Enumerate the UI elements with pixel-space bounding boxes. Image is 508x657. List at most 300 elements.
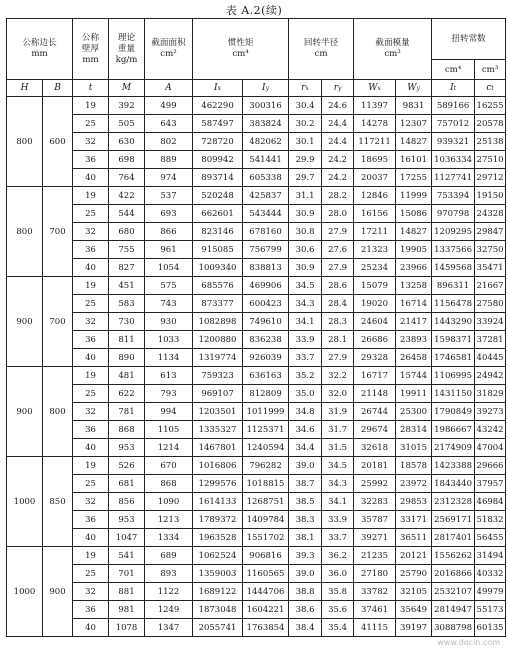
table-cell: 685576 [193, 277, 243, 295]
table-cell: 33782 [354, 583, 396, 601]
table-cell: 24328 [475, 205, 506, 223]
table-cell: 1963528 [193, 529, 243, 547]
table-cell: 670 [145, 457, 193, 475]
table-cell: 17211 [354, 223, 396, 241]
side-b-cell: 600 [43, 97, 73, 187]
table-cell: 40 [73, 529, 109, 547]
table-cell: 1106995 [432, 367, 475, 385]
symbol-cell: Ix [193, 80, 243, 97]
table-cell: 23972 [396, 475, 432, 493]
side-b-cell: 900 [43, 547, 73, 637]
table-cell: 14827 [396, 133, 432, 151]
table-cell: 36511 [396, 529, 432, 547]
table-cell: 29666 [475, 457, 506, 475]
table-cell: 40 [73, 439, 109, 457]
table-cell: 15744 [396, 367, 432, 385]
table-cell: 14827 [396, 223, 432, 241]
table-cell: 543444 [243, 205, 289, 223]
table-cell: 31.5 [322, 439, 354, 457]
table-cell: 856 [109, 493, 145, 511]
table-cell: 34.1 [322, 493, 354, 511]
table-cell: 605338 [243, 169, 289, 187]
table-cell: 47004 [475, 439, 506, 457]
table-cell: 19 [73, 457, 109, 475]
table-cell: 2174909 [432, 439, 475, 457]
table-cell: 36.2 [322, 547, 354, 565]
table-cell: 678160 [243, 223, 289, 241]
table-cell: 39271 [354, 529, 396, 547]
table-cell: 16101 [396, 151, 432, 169]
table-cell: 728720 [193, 133, 243, 151]
table-row [7, 259, 506, 277]
table-cell: 9831 [396, 97, 432, 115]
table-cell: 49979 [475, 583, 506, 601]
table-cell: 38.5 [289, 493, 322, 511]
table-cell: 25790 [396, 565, 432, 583]
table-cell: 34.6 [289, 421, 322, 439]
table-cell: 37957 [475, 475, 506, 493]
watermark: www.docin.com [437, 638, 500, 647]
table-row [7, 367, 506, 385]
table-row [7, 475, 506, 493]
table-cell: 26744 [354, 403, 396, 421]
table-cell: 32 [73, 133, 109, 151]
table-cell: 24.4 [322, 133, 354, 151]
table-cell: 1746581 [432, 349, 475, 367]
header-torsion: 扭转常数 [432, 19, 506, 60]
side-h-cell: 800 [7, 187, 43, 277]
table-cell: 915085 [193, 241, 243, 259]
table-row [7, 439, 506, 457]
table-cell: 1873048 [193, 601, 243, 619]
table-cell: 19150 [475, 187, 506, 205]
table-cell: 526 [109, 457, 145, 475]
table-cell: 24.2 [322, 151, 354, 169]
table-cell: 1160565 [243, 565, 289, 583]
table-cell: 1009340 [193, 259, 243, 277]
table-cell: 21148 [354, 385, 396, 403]
table-cell: 16156 [354, 205, 396, 223]
table-cell: 24604 [354, 313, 396, 331]
table-row [7, 331, 506, 349]
table-cell: 482062 [243, 133, 289, 151]
table-cell: 1319774 [193, 349, 243, 367]
table-cell: 19 [73, 277, 109, 295]
table-cell: 1125371 [243, 421, 289, 439]
table-cell: 1062524 [193, 547, 243, 565]
table-cell: 1036334 [432, 151, 475, 169]
table-cell: 28.3 [322, 313, 354, 331]
table-cell: 868 [109, 421, 145, 439]
table-row [7, 277, 506, 295]
symbol-cell: M [109, 80, 145, 97]
table-row [7, 241, 506, 259]
table-cell: 759323 [193, 367, 243, 385]
table-cell: 383824 [243, 115, 289, 133]
table-row [7, 547, 506, 565]
table-cell: 20578 [475, 115, 506, 133]
table-cell: 25 [73, 385, 109, 403]
table-cell: 1156478 [432, 295, 475, 313]
table-cell: 1090 [145, 493, 193, 511]
table-cell: 31.7 [322, 421, 354, 439]
table-cell: 392 [109, 97, 145, 115]
table-cell: 1423388 [432, 457, 475, 475]
table-cell: 802 [145, 133, 193, 151]
table-cell: 969107 [193, 385, 243, 403]
table-cell: 30.9 [289, 205, 322, 223]
table-row [7, 97, 506, 115]
table-cell: 39197 [396, 619, 432, 637]
table-cell: 1214 [145, 439, 193, 457]
table-cell: 893 [145, 565, 193, 583]
table-cell: 1689122 [193, 583, 243, 601]
table-cell: 32 [73, 223, 109, 241]
table-cell: 31.9 [322, 403, 354, 421]
table-cell: 18578 [396, 457, 432, 475]
table-row [7, 313, 506, 331]
table-cell: 36.0 [322, 565, 354, 583]
table-cell: 630 [109, 133, 145, 151]
table-cell: 1337566 [432, 241, 475, 259]
table-cell: 19020 [354, 295, 396, 313]
table-cell: 1790849 [432, 403, 475, 421]
symbol-cell: ct [475, 80, 506, 97]
table-cell: 31015 [396, 439, 432, 457]
table-cell: 499 [145, 97, 193, 115]
table-cell: 18695 [354, 151, 396, 169]
table-cell: 939321 [432, 133, 475, 151]
table-row [7, 493, 506, 511]
table-cell: 1347 [145, 619, 193, 637]
table-cell: 30.1 [289, 133, 322, 151]
table-cell: 12846 [354, 187, 396, 205]
table-row [7, 187, 506, 205]
table-cell: 300316 [243, 97, 289, 115]
table-cell: 16717 [354, 367, 396, 385]
table-cell: 25 [73, 565, 109, 583]
table-cell: 520248 [193, 187, 243, 205]
table-cell: 32105 [396, 583, 432, 601]
table-cell: 32 [73, 403, 109, 421]
table-cell: 764 [109, 169, 145, 187]
table-cell: 19905 [396, 241, 432, 259]
table-cell: 1443290 [432, 313, 475, 331]
table-cell: 13258 [396, 277, 432, 295]
table-cell: 37461 [354, 601, 396, 619]
table-cell: 25 [73, 295, 109, 313]
table-cell: 1127741 [432, 169, 475, 187]
table-cell: 1409784 [243, 511, 289, 529]
table-cell: 35649 [396, 601, 432, 619]
table-cell: 35.2 [289, 367, 322, 385]
table-cell: 575 [145, 277, 193, 295]
table-cell: 29674 [354, 421, 396, 439]
table-cell: 32 [73, 493, 109, 511]
table-cell: 30.6 [289, 241, 322, 259]
table-cell: 40 [73, 619, 109, 637]
header-inertia: 惯性矩 cm⁴ [193, 19, 289, 80]
table-cell: 31494 [475, 547, 506, 565]
table-cell: 17255 [396, 169, 432, 187]
table-cell: 35.6 [322, 601, 354, 619]
table-cell: 866 [145, 223, 193, 241]
table-cell: 33924 [475, 313, 506, 331]
table-cell: 600423 [243, 295, 289, 313]
table-cell: 1556262 [432, 547, 475, 565]
table-cell: 55173 [475, 601, 506, 619]
table-cell: 889 [145, 151, 193, 169]
table-cell: 544 [109, 205, 145, 223]
table-cell: 35.0 [289, 385, 322, 403]
table-cell: 27180 [354, 565, 396, 583]
table-cell: 1018815 [243, 475, 289, 493]
table-cell: 1122 [145, 583, 193, 601]
table-cell: 425837 [243, 187, 289, 205]
table-cell: 24.2 [322, 169, 354, 187]
table-cell: 27.9 [322, 349, 354, 367]
table-cell: 43242 [475, 421, 506, 439]
symbol-cell: Wy [396, 80, 432, 97]
header-modulus: 截面模量 cm³ [354, 19, 432, 80]
table-cell: 1082898 [193, 313, 243, 331]
table-cell: 1598371 [432, 331, 475, 349]
table-cell: 40 [73, 349, 109, 367]
side-b-cell: 700 [43, 277, 73, 367]
table-cell: 1335327 [193, 421, 243, 439]
table-cell: 11397 [354, 97, 396, 115]
table-cell: 15086 [396, 205, 432, 223]
table-cell: 19 [73, 97, 109, 115]
header-weight: 理论 重量 kg/m [109, 19, 145, 80]
table-cell: 27.9 [322, 223, 354, 241]
table-cell: 613 [145, 367, 193, 385]
table-cell: 32 [73, 313, 109, 331]
header-area: 截面面积 cm² [145, 19, 193, 80]
table-cell: 462290 [193, 97, 243, 115]
header-torsion-unit-ct: cm³ [475, 60, 506, 80]
table-cell: 38.4 [289, 619, 322, 637]
table-cell: 827 [109, 259, 145, 277]
table-cell: 24942 [475, 367, 506, 385]
table-cell: 662601 [193, 205, 243, 223]
table-cell: 34.4 [289, 439, 322, 457]
table-cell: 1459568 [432, 259, 475, 277]
side-b-cell: 700 [43, 187, 73, 277]
symbol-cell: rx [289, 80, 322, 97]
table-row [7, 421, 506, 439]
table-cell: 29328 [354, 349, 396, 367]
table-cell: 961 [145, 241, 193, 259]
table-row [7, 151, 506, 169]
table-cell: 25992 [354, 475, 396, 493]
table-cell: 974 [145, 169, 193, 187]
table-cell: 36 [73, 601, 109, 619]
table-row [7, 619, 506, 637]
table-row [7, 349, 506, 367]
table-cell: 622 [109, 385, 145, 403]
table-cell: 36 [73, 151, 109, 169]
table-cell: 31829 [475, 385, 506, 403]
table-row [7, 601, 506, 619]
table-cell: 823146 [193, 223, 243, 241]
table-cell: 33171 [396, 511, 432, 529]
table-cell: 1431150 [432, 385, 475, 403]
table-cell: 21417 [396, 313, 432, 331]
table-cell: 33.9 [289, 331, 322, 349]
table-cell: 30.8 [289, 223, 322, 241]
table-cell: 23893 [396, 331, 432, 349]
table-cell: 953 [109, 439, 145, 457]
table-cell: 2055741 [193, 619, 243, 637]
table-cell: 38.7 [289, 475, 322, 493]
table-cell: 1299576 [193, 475, 243, 493]
table-cell: 32283 [354, 493, 396, 511]
table-cell: 541 [109, 547, 145, 565]
table-cell: 469906 [243, 277, 289, 295]
table-cell: 35.8 [322, 583, 354, 601]
table-cell: 27.9 [322, 259, 354, 277]
table-cell: 756799 [243, 241, 289, 259]
table-cell: 481 [109, 367, 145, 385]
table-cell: 34.8 [289, 403, 322, 421]
table-cell: 33.7 [322, 529, 354, 547]
table-cell: 34.1 [289, 313, 322, 331]
header-side-length: 公称边长 mm [7, 19, 73, 80]
table-cell: 451 [109, 277, 145, 295]
table-cell: 541441 [243, 151, 289, 169]
table-cell: 1551702 [243, 529, 289, 547]
table-cell: 796282 [243, 457, 289, 475]
table-cell: 1209295 [432, 223, 475, 241]
table-row [7, 529, 506, 547]
table-cell: 881 [109, 583, 145, 601]
table-cell: 33.9 [322, 511, 354, 529]
symbol-cell: ry [322, 80, 354, 97]
table-cell: 505 [109, 115, 145, 133]
table-cell: 27.6 [322, 241, 354, 259]
table-cell: 28.1 [322, 331, 354, 349]
table-cell: 39.0 [289, 457, 322, 475]
table-cell: 1134 [145, 349, 193, 367]
table-cell: 37281 [475, 331, 506, 349]
table-cell: 422 [109, 187, 145, 205]
table-cell: 25 [73, 115, 109, 133]
table-cell: 11999 [396, 187, 432, 205]
table-cell: 32750 [475, 241, 506, 259]
table-cell: 643 [145, 115, 193, 133]
table-cell: 743 [145, 295, 193, 313]
table-cell: 38.8 [289, 583, 322, 601]
table-cell: 28.6 [322, 277, 354, 295]
table-cell: 749610 [243, 313, 289, 331]
side-h-cell: 900 [7, 277, 43, 367]
side-h-cell: 900 [7, 367, 43, 457]
symbol-cell: B [43, 80, 73, 97]
table-cell: 30.2 [289, 115, 322, 133]
table-cell: 809942 [193, 151, 243, 169]
table-cell: 20181 [354, 457, 396, 475]
table-cell: 1249 [145, 601, 193, 619]
table-cell: 46984 [475, 493, 506, 511]
table-row [7, 385, 506, 403]
table-cell: 21323 [354, 241, 396, 259]
table-cell: 589166 [432, 97, 475, 115]
table-cell: 32 [73, 583, 109, 601]
table-cell: 51832 [475, 511, 506, 529]
table-cell: 1200880 [193, 331, 243, 349]
table-cell: 28314 [396, 421, 432, 439]
table-cell: 15079 [354, 277, 396, 295]
table-cell: 2569171 [432, 511, 475, 529]
table-cell: 19911 [396, 385, 432, 403]
table-cell: 35471 [475, 259, 506, 277]
table-cell: 29.7 [289, 169, 322, 187]
table-cell: 906816 [243, 547, 289, 565]
symbol-row [7, 80, 506, 97]
table-cell: 34.5 [322, 457, 354, 475]
table-cell: 36 [73, 241, 109, 259]
table-cell: 890 [109, 349, 145, 367]
table-row [7, 205, 506, 223]
table-cell: 1843440 [432, 475, 475, 493]
table-cell: 757012 [432, 115, 475, 133]
table-cell: 1105 [145, 421, 193, 439]
table-cell: 29.9 [289, 151, 322, 169]
table-cell: 893714 [193, 169, 243, 187]
table-cell: 930 [145, 313, 193, 331]
table-cell: 40332 [475, 565, 506, 583]
side-b-cell: 800 [43, 367, 73, 457]
table-cell: 33.7 [289, 349, 322, 367]
table-cell: 25234 [354, 259, 396, 277]
table-cell: 14278 [354, 115, 396, 133]
table-cell: 40 [73, 169, 109, 187]
table-cell: 35787 [354, 511, 396, 529]
table-cell: 40 [73, 259, 109, 277]
symbol-cell: It [432, 80, 475, 97]
side-h-cell: 1000 [7, 547, 43, 637]
side-h-cell: 800 [7, 97, 43, 187]
table-cell: 28.4 [322, 295, 354, 313]
table-cell: 23966 [396, 259, 432, 277]
table-cell: 753394 [432, 187, 475, 205]
table-cell: 730 [109, 313, 145, 331]
table-cell: 701 [109, 565, 145, 583]
table-cell: 873377 [193, 295, 243, 313]
table-cell: 35.4 [322, 619, 354, 637]
table-cell: 25 [73, 475, 109, 493]
table-cell: 838813 [243, 259, 289, 277]
table-cell: 812809 [243, 385, 289, 403]
table-cell: 698 [109, 151, 145, 169]
table-cell: 994 [145, 403, 193, 421]
table-cell: 1789372 [193, 511, 243, 529]
table-cell: 1016806 [193, 457, 243, 475]
table-cell: 39.0 [289, 565, 322, 583]
header-torsion-unit-it: cm⁴ [432, 60, 475, 80]
table-cell: 1240594 [243, 439, 289, 457]
symbol-cell: t [73, 80, 109, 97]
table-cell: 24.6 [322, 97, 354, 115]
table-caption: 表 A.2(续) [225, 4, 283, 17]
side-h-cell: 1000 [7, 457, 43, 547]
table-cell: 27510 [475, 151, 506, 169]
table-cell: 896311 [432, 277, 475, 295]
table-cell: 1986667 [432, 421, 475, 439]
table-cell: 19 [73, 367, 109, 385]
symbol-cell: Iy [243, 80, 289, 97]
